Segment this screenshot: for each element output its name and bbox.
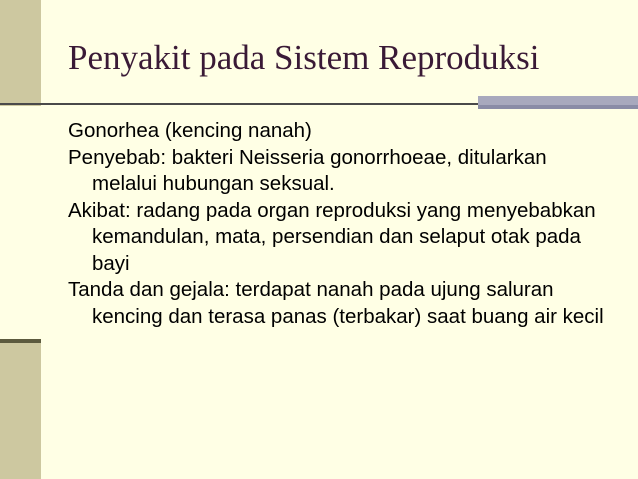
- bullet-item-effect: Akibat: radang pada organ reproduksi yang menyebabkan kemandulan, mata, persendian dan selaput otak pada bayi: [68, 198, 596, 275]
- left-decor-bar-bottom: [0, 340, 41, 479]
- bullet-item-cause: Penyebab: bakteri Neisseria gonorrhoeae, ditularkan melalui hubungan seksual.: [68, 145, 547, 195]
- right-accent-line: [478, 105, 638, 109]
- left-decor-bar-top: [0, 0, 41, 106]
- bullet-item-disease: Gonorhea (kencing nanah): [68, 119, 312, 142]
- bullet-list: [68, 118, 613, 330]
- left-accent-line: [0, 339, 41, 343]
- slide-title: Penyakit pada Sistem Reproduksi: [68, 38, 540, 77]
- bullet-item-symptoms: Tanda dan gejala: terdapat nanah pada ujung saluran kencing dan terasa panas (terbakar) saat buang air kecil: [68, 278, 604, 328]
